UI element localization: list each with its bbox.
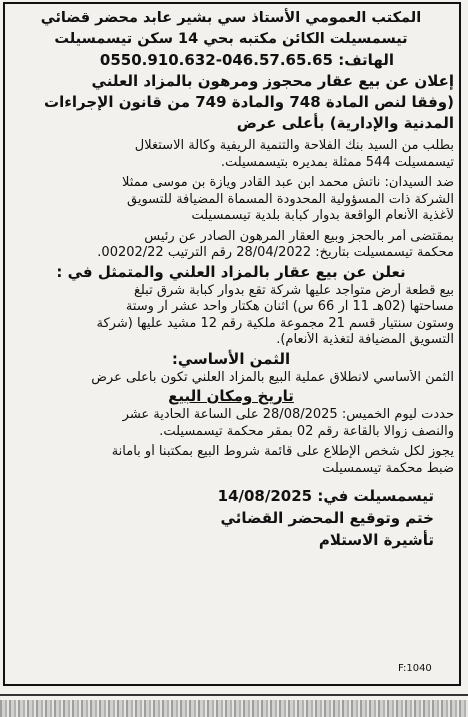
against-line-3: لأغذية الأنعام الواقعة بدوار كبابة بلدية تيسمسيلت (191, 208, 454, 223)
date-place-heading: تاريخ ومكان البيع (168, 387, 294, 405)
title-line-2: (وفقا لنص المادة 748 والمادة 749 من قانون الإجراءات (44, 93, 454, 111)
base-price-heading: الثمن الأساسي: (171, 349, 291, 368)
order-line-1: بمقتضى أمر بالحجز وبيع العقار المرهون الصادر عن رئيس (144, 228, 454, 244)
date-line-4: ضبط محكمة تيسمسيلت (322, 460, 454, 476)
property-line-3: وستون سنتيار قسم 21 مجموعة ملكية رقم 12 مشيد عليها (شركة (96, 315, 454, 331)
page-divider (0, 694, 468, 696)
office-name: المكتب العمومي الأستاذ سي بشير عابد محضر قضائي (40, 10, 422, 26)
scan-edge-strip (0, 700, 468, 717)
property-line-2: مساحتها (02هـ 11 آر 66 س) اثنان هكتار واحد عشر آر وستة (125, 299, 454, 314)
date-line-2: والنصف زوالا بالقاعة رقم 02 بمقر محكمة تيسمسيلت. (159, 423, 454, 439)
signature-receipt: تأشيرة الاستلام (318, 531, 434, 549)
signature-date: تيسمسيلت في: 14/08/2025 (217, 487, 434, 505)
against-line-1: ضد السيدان: ناتش محمد ابن عبد القادر ويازة بن موسى ممثلا (122, 175, 454, 190)
order-line-2: محكمة تيسمسيلت بتاريخ: 28/04/2022 رقم الترتيب 00202/22. (97, 245, 454, 260)
announcement-body (8, 8, 454, 551)
title-line-1: إعلان عن بيع عقار محجوز ومرهون بالمزاد العلني (91, 72, 454, 90)
property-line-4: التسويق المضيافة لتغذية الأنعام). (276, 332, 454, 347)
title-line-3: المدنية والإدارية) بأعلى عرض (236, 114, 454, 132)
date-line-1: حددت ليوم الخميس: 28/08/2025 على الساعة الحادية عشر (122, 407, 454, 422)
reference-code: F:1040 (398, 663, 432, 674)
base-price-text: الثمن الأساسي لانطلاق عملية البيع بالمزاد العلني تكون بأعلى عرض (91, 369, 454, 385)
against-line-2: الشركة ذات المسؤولية المحدودة المسماة المضيافة للتسويق (126, 191, 454, 207)
date-line-3: يجوز لكل شخص الإطلاع على قائمة شروط البيع بمكتبنا أو بأمانة (111, 444, 454, 459)
property-line-1: بيع قطعة أرض متواجد عليها شركة تقع بدوار كبابة شرق تبلغ (133, 282, 454, 298)
signature-stamp: ختم وتوقيع المحضر القضائي (220, 509, 434, 527)
request-line-1: بطلب من السيد بنك الفلاحة والتنمية الريفية وكالة الاستغلال (134, 138, 454, 153)
sale-heading: نعلن عن بيع عقار بالمزاد العلني والمتمثل في : (56, 262, 406, 281)
office-phone: الهاتف: 046.57.65.65-0550.910.632 (99, 51, 394, 69)
request-line-2: تيسمسيلت 544 ممثلة بمديره بتيسمسيلت. (220, 154, 454, 170)
office-address: تيسمسيلت الكائن مكتبه بحي 14 سكن تيسمسيلت (54, 31, 408, 47)
